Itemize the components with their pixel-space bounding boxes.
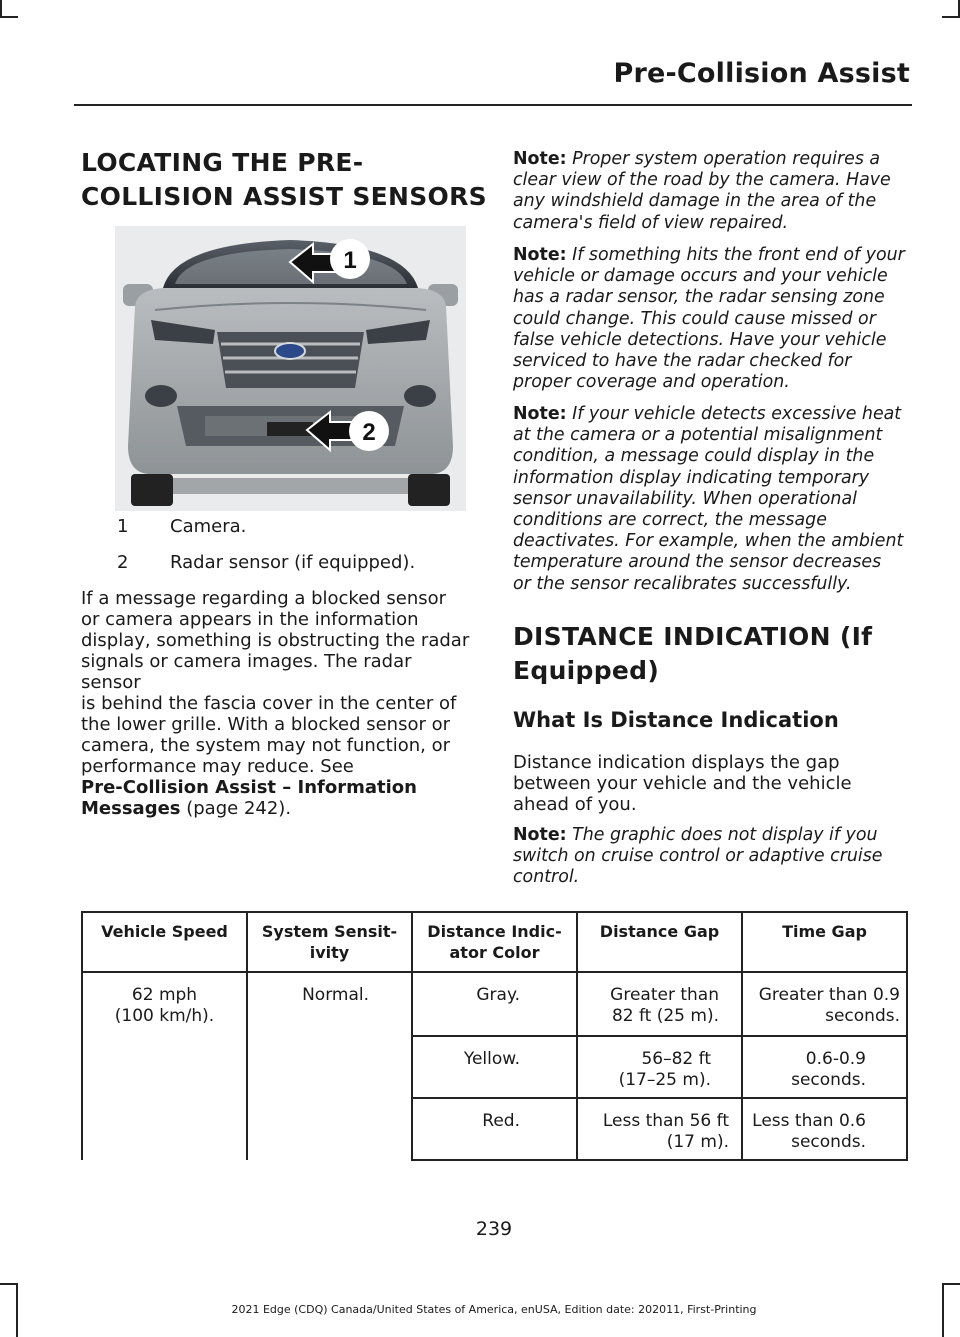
callout-number: 1 (117, 516, 129, 537)
note-label: Note: (513, 149, 567, 169)
column-header: Distance Indic- ator Color (412, 912, 577, 972)
time-cell: Greater than 0.9 seconds. (742, 972, 907, 1036)
text-line: or camera appears in the information (81, 609, 419, 630)
crop-mark (942, 16, 960, 18)
edition-footer: 2021 Edge (CDQ) Canada/United States of America, enUSA, Edition date: 202011, First-Printing (231, 1303, 757, 1316)
text-line: camera, the system may not function, or (81, 735, 450, 756)
table-row (82, 972, 907, 1036)
color-cell: Gray. (412, 972, 577, 1036)
text-line: If something hits the front end of your (566, 245, 905, 265)
text-line: any windshield damage in the area of the (513, 191, 877, 212)
text-line: information display indicating temporary (513, 467, 870, 488)
callout-marker-2: 2 (362, 419, 376, 446)
text-line: condition, a message could display in the (513, 446, 875, 467)
callout-text: Camera. (170, 516, 247, 537)
text-line: switch on cruise control or adaptive cruise (513, 846, 883, 867)
color-cell: Red. (412, 1098, 577, 1160)
note-label: Note: (513, 404, 567, 424)
callout-marker-1: 1 (343, 247, 357, 274)
text-line: or the sensor recalibrates successfully. (513, 573, 852, 594)
text-line: signals or camera images. The radar sensor (81, 651, 412, 693)
time-cell: Less than 0.6 seconds. (742, 1098, 907, 1160)
text-line: Proper system operation requires a (566, 149, 881, 169)
text-line: If a message regarding a blocked sensor (81, 588, 447, 609)
note-camera-view (513, 149, 913, 234)
text-line: deactivates. For example, when the ambient (513, 531, 904, 552)
crop-mark (0, 0, 2, 16)
text-line: the lower grille. With a blocked sensor or (81, 714, 451, 735)
heading-line: LOCATING THE PRE- (81, 148, 364, 177)
cross-reference-link[interactable]: Pre-Collision Assist – Information (81, 777, 417, 798)
heading-line: Equipped) (513, 656, 660, 685)
color-cell: Yellow. (412, 1036, 577, 1098)
gap-cell: 56–82 ft (17–25 m). (577, 1036, 742, 1098)
text-line: If your vehicle detects excessive heat (566, 404, 902, 424)
column-header: System Sensit- ivity (247, 912, 412, 972)
vehicle-speed-cell: 62 mph (100 km/h). (82, 972, 247, 1160)
time-cell: 0.6-0.9 seconds. (742, 1036, 907, 1098)
text-line: clear view of the road by the camera. Have (513, 170, 891, 191)
text-line: camera's field of view repaired. (513, 212, 789, 233)
text-line: Distance indication displays the gap (513, 752, 840, 773)
header-divider (74, 104, 912, 106)
cross-reference-link[interactable]: Messages (81, 798, 181, 819)
subheading: What Is Distance Indication (513, 708, 839, 732)
text-line: is behind the fascia cover in the center of (81, 693, 457, 714)
text-line: conditions are correct, the message (513, 510, 827, 531)
callout-number: 2 (117, 552, 129, 573)
note-radar-damage (513, 245, 913, 393)
page-number: 239 (475, 1218, 513, 1240)
distance-indication-paragraph (513, 752, 908, 815)
text-line: performance may reduce. See (81, 756, 354, 777)
page-reference: (page 242). (180, 798, 292, 819)
text-line: could change. This could cause missed or (513, 308, 876, 329)
section-heading-distance-indication (513, 620, 872, 688)
vehicle-sensor-illustration (115, 226, 466, 511)
blocked-sensor-paragraph (81, 588, 476, 819)
text-line: The graphic does not display if you (566, 825, 878, 845)
text-line: proper coverage and operation. (513, 372, 790, 393)
text-line: control. (513, 867, 580, 888)
text-line: serviced to have the radar checked for (513, 351, 852, 372)
column-header: Time Gap (742, 912, 907, 972)
text-line: has a radar sensor, the radar sensing zone (513, 287, 885, 308)
heading-line: DISTANCE INDICATION (If (513, 622, 873, 651)
note-excessive-heat (513, 404, 913, 595)
crop-mark (942, 1283, 960, 1285)
gap-cell: Greater than 82 ft (25 m). (577, 972, 742, 1036)
text-line: temperature around the sensor decreases (513, 552, 882, 573)
section-heading-sensors (81, 146, 487, 214)
table-header-row (82, 912, 907, 972)
note-label: Note: (513, 825, 567, 845)
text-line: sensor unavailability. When operational (513, 488, 857, 509)
text-line: vehicle or damage occurs and your vehicle (513, 266, 888, 287)
column-header: Vehicle Speed (82, 912, 247, 972)
sensitivity-cell: Normal. (247, 972, 412, 1160)
text-line: between your vehicle and the vehicle (513, 773, 852, 794)
page-header-title: Pre-Collision Assist (613, 58, 910, 89)
note-label: Note: (513, 245, 567, 265)
heading-line: COLLISION ASSIST SENSORS (81, 182, 487, 211)
text-line: at the camera or a potential misalignment (513, 425, 883, 446)
distance-gap-table (81, 911, 908, 1161)
column-header: Distance Gap (577, 912, 742, 972)
callout-text: Radar sensor (if equipped). (170, 552, 416, 573)
note-cruise-control (513, 825, 913, 889)
text-line: ahead of you. (513, 794, 637, 815)
text-line: false vehicle detections. Have your vehicle (513, 329, 887, 350)
crop-mark (0, 16, 18, 18)
gap-cell: Less than 56 ft (17 m). (577, 1098, 742, 1160)
text-line: display, something is obstructing the radar (81, 630, 470, 651)
